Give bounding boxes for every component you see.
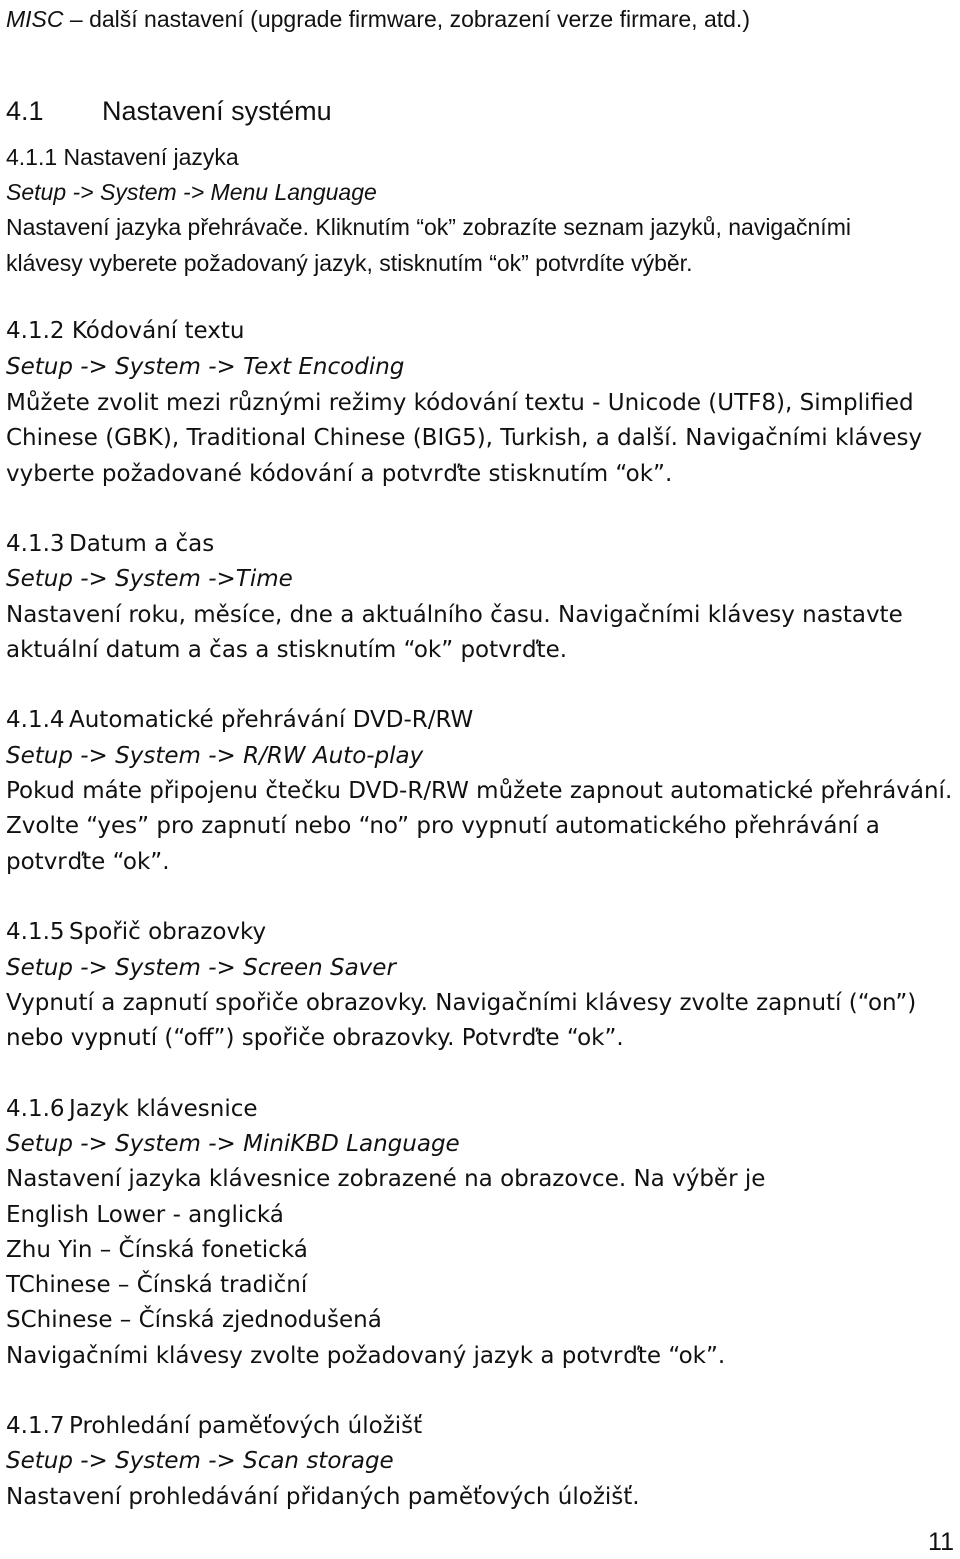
section-number: 4.1.2 (6, 318, 65, 344)
body-line: Chinese (GBK), Traditional Chinese (BIG5), Turkish, a další. Navigačními klávesy (6, 425, 923, 451)
misc-line (6, 4, 750, 34)
body-line: Pokud máte připojenu čtečku DVD-R/RW můžete zapnout automatické přehrávání. (6, 778, 953, 804)
section-heading (6, 529, 214, 559)
section-path: Setup -> System -> R/RW Auto-play (6, 743, 424, 769)
body-line: klávesy vyberete požadovaný jazyk, stisknutím “ok” potvrdíte výběr. (6, 250, 693, 276)
section-path: Setup -> System -> Text Encoding (6, 354, 405, 380)
body-line: aktuální datum a čas a stisknutím “ok” potvrďte. (6, 637, 568, 663)
body-line: Nastavení roku, měsíce, dne a aktuálního času. Navigačními klávesy nastavte (6, 602, 903, 628)
section-path: Setup -> System ->Time (6, 566, 293, 592)
body-line: Vypnutí a zapnutí spořiče obrazovky. Navigačními klávesy zvolte zapnutí (“on”) (6, 990, 917, 1016)
section-number: 4.1.3 (6, 531, 65, 557)
section-heading (6, 1094, 258, 1124)
section-number: 4.1.1 (6, 144, 58, 170)
list-item: TChinese – Čínská tradiční (6, 1272, 308, 1298)
body-line: Nastavení jazyka přehrávače. Kliknutím “ok” zobrazíte seznam jazyků, navigačními (6, 214, 851, 240)
body-line: potvrďte “ok”. (6, 849, 170, 875)
chapter-heading (6, 96, 332, 126)
section-title: Automatické přehrávání DVD-R/RW (69, 707, 474, 733)
body-line: Navigačními klávesy zvolte požadovaný jazyk a potvrďte “ok”. (6, 1343, 726, 1369)
section-number: 4.1.5 (6, 919, 65, 945)
section-title: Jazyk klávesnice (69, 1096, 258, 1122)
section-title: Nastavení jazyka (63, 144, 239, 170)
section-title: Prohledání paměťových úložišť (69, 1413, 423, 1439)
page-number: 11 (928, 1528, 954, 1556)
section-number: 4.1.4 (6, 707, 65, 733)
list-item: SChinese – Čínská zjednodušená (6, 1307, 382, 1333)
section-heading (6, 316, 244, 346)
section-path: Setup -> System -> MiniKBD Language (6, 1131, 460, 1157)
section-title: Kódování textu (71, 318, 245, 344)
section-number: 4.1.7 (6, 1413, 65, 1439)
section-heading (6, 1411, 422, 1441)
chapter-number: 4.1 (6, 96, 44, 126)
body-line: vyberte požadované kódování a potvrďte stisknutím “ok”. (6, 461, 673, 487)
body-line: Nastavení prohledávání přidaných paměťových úložišť. (6, 1484, 640, 1510)
section-path: Setup -> System -> Menu Language (6, 179, 377, 205)
section-path: Setup -> System -> Scan storage (6, 1448, 394, 1474)
section-heading (6, 917, 266, 947)
list-item: Zhu Yin – Čínská fonetická (6, 1237, 308, 1263)
section-title: Datum a čas (69, 531, 215, 557)
section-title: Spořič obrazovky (69, 919, 267, 945)
body-line: nebo vypnutí (“off”) spořiče obrazovky. Potvrďte “ok”. (6, 1025, 624, 1051)
misc-text: – další nastavení (upgrade firmware, zobrazení verze firmare, atd.) (63, 6, 750, 32)
chapter-title: Nastavení systému (102, 96, 332, 126)
section-heading (6, 142, 239, 172)
section-path: Setup -> System -> Screen Saver (6, 955, 396, 981)
misc-label: MISC (6, 6, 64, 32)
body-line: Zvolte “yes” pro zapnutí nebo “no” pro vypnutí automatického přehrávání a (6, 813, 880, 839)
section-heading (6, 705, 473, 735)
list-item: English Lower - anglická (6, 1202, 284, 1228)
body-line: Můžete zvolit mezi různými režimy kódování textu - Unicode (UTF8), Simplified (6, 390, 914, 416)
section-number: 4.1.6 (6, 1096, 65, 1122)
body-line: Nastavení jazyka klávesnice zobrazené na obrazovce. Na výběr je (6, 1166, 766, 1192)
